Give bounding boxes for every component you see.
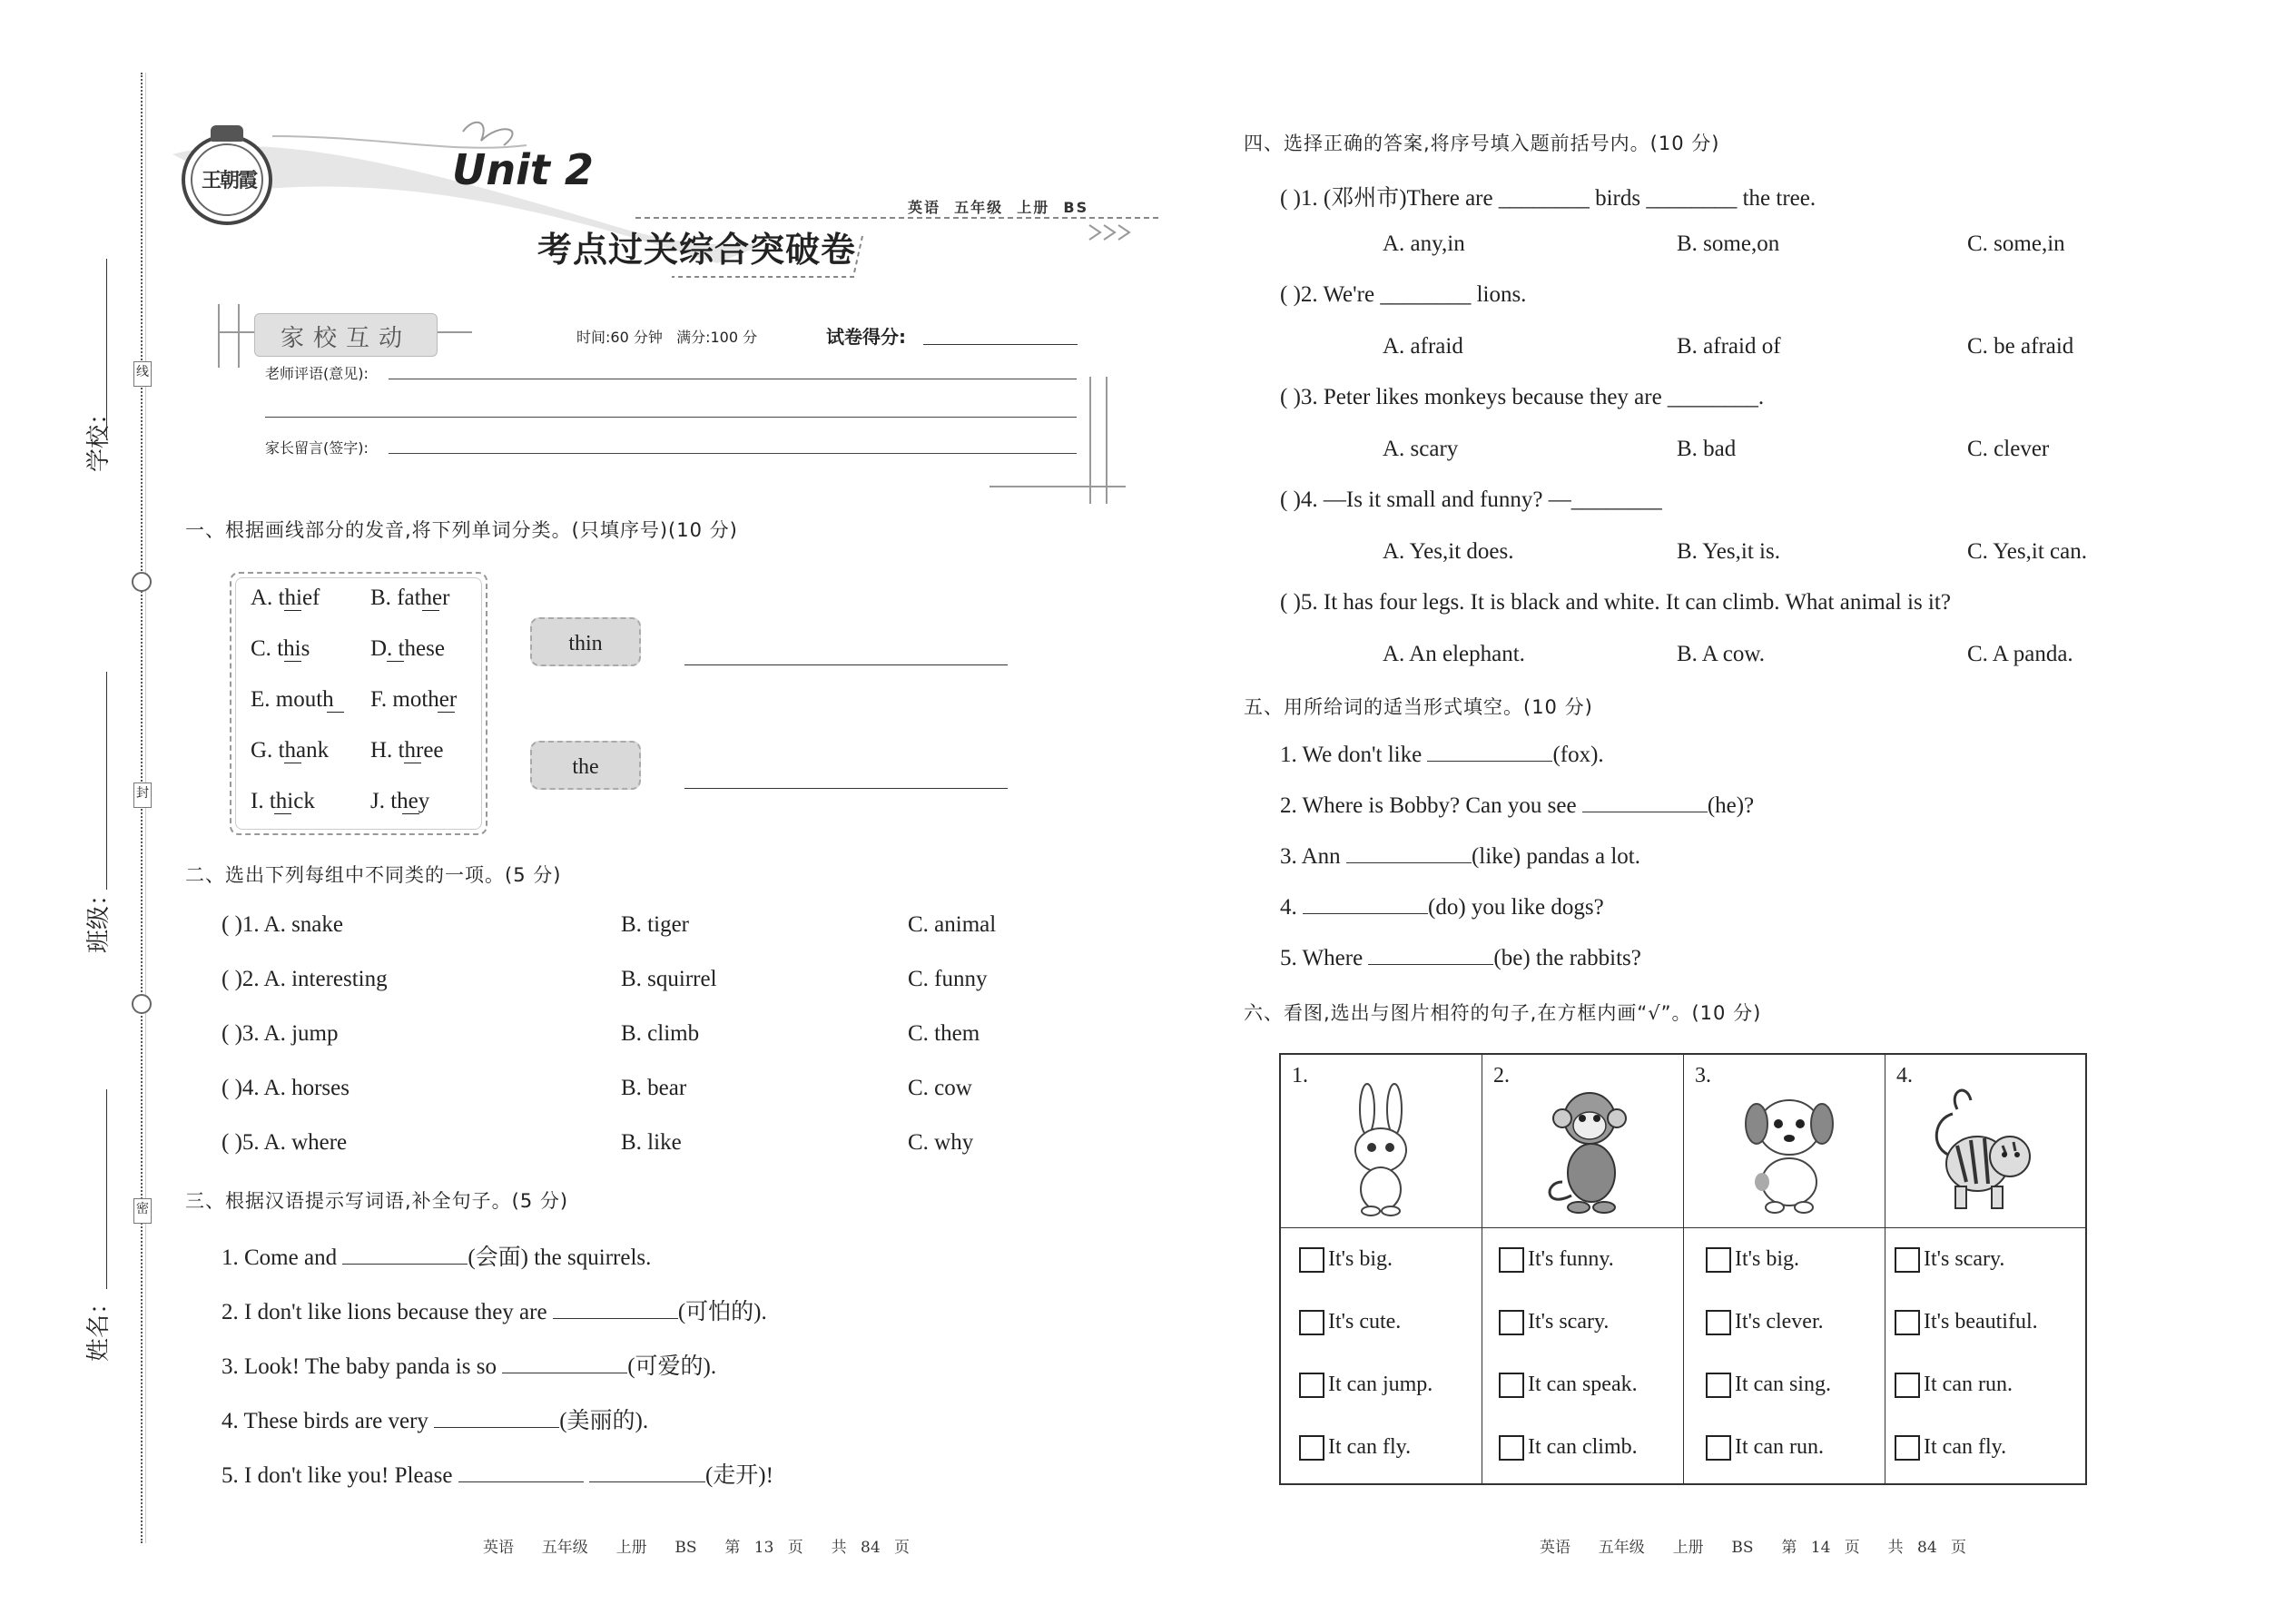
- sentence-end: (可怕的).: [677, 1300, 767, 1324]
- option-row: [1706, 1435, 1824, 1461]
- answer-blank[interactable]: [1368, 946, 1493, 965]
- sentence-start: 2. Where is Bobby? Can you see: [1280, 793, 1577, 818]
- answer-blank[interactable]: [1303, 895, 1428, 914]
- option-text: It's clever.: [1735, 1310, 1824, 1334]
- sound-pill-the: the: [530, 741, 641, 790]
- sentence-start: 3. Ann: [1280, 844, 1341, 869]
- sentence-end: (可爱的).: [627, 1354, 717, 1379]
- fill-sentence: [222, 1348, 716, 1381]
- teacher-comment-label: 老师评语(意见):: [265, 365, 369, 382]
- fill-sentence: [1280, 895, 1604, 920]
- mc-option-b: B. Yes,it is.: [1677, 539, 1780, 564]
- choice-option-c: C. cow: [908, 1076, 972, 1100]
- word-item: [251, 586, 320, 611]
- mc-option-a: A. An elephant.: [1383, 642, 1525, 666]
- answer-blank[interactable]: [1346, 844, 1472, 863]
- sentence-end: (he)?: [1707, 793, 1755, 818]
- checkbox[interactable]: [1706, 1247, 1731, 1273]
- sentence-start: 3. Look! The baby panda is so: [222, 1354, 497, 1379]
- option-text: It's beautiful.: [1924, 1310, 2038, 1334]
- option-text: It can fly.: [1924, 1435, 2007, 1459]
- sound-pill-thin: thin: [530, 617, 641, 666]
- sentence-end: (do) you like dogs?: [1428, 895, 1604, 920]
- checkbox[interactable]: [1499, 1373, 1524, 1398]
- th-underline: [284, 661, 301, 662]
- checkbox[interactable]: [1895, 1247, 1920, 1273]
- checkbox[interactable]: [1299, 1310, 1324, 1335]
- sentence-start: 1. Come and: [222, 1245, 338, 1270]
- option-text: It's scary.: [1924, 1247, 2005, 1271]
- home-school-left-bars: [218, 304, 240, 368]
- home-school-block: [218, 304, 1126, 513]
- option-text: It's cute.: [1328, 1310, 1402, 1334]
- choice-option-b: B. like: [621, 1130, 682, 1155]
- word-letter: C.: [251, 636, 271, 661]
- fill-sentence: [222, 1294, 767, 1326]
- option-row: [1499, 1435, 1638, 1461]
- answer-line-the[interactable]: [684, 788, 1008, 789]
- mc-option-a: A. scary: [1383, 437, 1459, 461]
- answer-blank[interactable]: [434, 1409, 559, 1428]
- checkbox[interactable]: [1299, 1247, 1324, 1273]
- mc-option-c: C. clever: [1967, 437, 2050, 461]
- word-item: [370, 636, 445, 662]
- picture-table: [1279, 1053, 2087, 1485]
- word-text: thank: [278, 738, 330, 763]
- school-field[interactable]: [106, 259, 107, 440]
- parent-comment-label: 家长留言(签字):: [265, 439, 369, 457]
- choice-option-b: B. tiger: [621, 912, 689, 937]
- word-item: [251, 636, 310, 662]
- mc-question: ( )1. (邓州市)There are ________ birds ________ the tree.: [1280, 186, 1816, 211]
- checkbox[interactable]: [1299, 1435, 1324, 1461]
- section2-title: 二、选出下列每组中不同类的一项。(5 分): [185, 864, 562, 886]
- checkbox[interactable]: [1706, 1435, 1731, 1461]
- checkbox[interactable]: [1895, 1310, 1920, 1335]
- sentence-start: 2. I don't like lions because they are: [222, 1300, 547, 1324]
- sentence-start: 5. I don't like you! Please: [222, 1463, 453, 1488]
- score-label: 试卷得分:: [826, 326, 906, 348]
- answer-blank[interactable]: [342, 1245, 468, 1265]
- cut-mark-3: 密: [133, 1198, 152, 1224]
- th-underline: [284, 610, 301, 611]
- word-text: they: [390, 789, 430, 813]
- parent-comment-field[interactable]: [389, 453, 1077, 454]
- word-item: [251, 789, 315, 814]
- picture-number: 3.: [1695, 1064, 1711, 1088]
- option-row: [1299, 1435, 1411, 1461]
- home-school-badge: [254, 313, 438, 357]
- name-label: 姓名：: [85, 1290, 113, 1362]
- choice-question: ( )5. A. where: [222, 1130, 348, 1155]
- unit-title: Unit 2: [452, 145, 594, 194]
- th-underline: [387, 661, 404, 662]
- sentence-start: 1. We don't like: [1280, 743, 1423, 767]
- class-field[interactable]: [106, 672, 107, 890]
- section1-title: 一、根据画线部分的发音,将下列单词分类。(只填序号)(10 分): [185, 519, 738, 541]
- word-letter: B.: [370, 586, 391, 610]
- class-label: 班级：: [85, 881, 113, 953]
- binding-dotted-line: [141, 73, 143, 1543]
- word-text: mouth: [275, 687, 334, 712]
- paper-subtitle: 考点过关综合突破卷: [537, 229, 857, 270]
- fill-sentence: [222, 1239, 651, 1272]
- word-text: mother: [392, 687, 458, 712]
- dog-icon: [1735, 1084, 1844, 1220]
- th-underline: [422, 610, 439, 611]
- word-item: [370, 687, 457, 713]
- option-row: [1499, 1373, 1638, 1398]
- word-text: three: [398, 738, 444, 763]
- footer-left: 英语 五年级 上册 BS 第 13 页 共 84 页: [483, 1539, 911, 1557]
- checkbox[interactable]: [1706, 1373, 1731, 1398]
- th-underline: [327, 712, 344, 713]
- answer-blank[interactable]: [1582, 793, 1708, 812]
- option-row: [1499, 1247, 1614, 1273]
- sentence-end: (走开)!: [704, 1463, 773, 1488]
- option-row: [1706, 1310, 1824, 1335]
- choice-option-b: B. squirrel: [621, 967, 717, 991]
- logo-crown: [211, 125, 243, 142]
- mc-option-b: B. bad: [1677, 437, 1737, 461]
- word-letter: I.: [251, 789, 264, 813]
- th-underline: [274, 813, 291, 814]
- choice-question: ( )3. A. jump: [222, 1021, 339, 1046]
- option-text: It can climb.: [1528, 1435, 1638, 1459]
- th-underline: [402, 813, 419, 814]
- teacher-comment-field-2[interactable]: [265, 417, 1077, 418]
- grade-tag: 英语 五年级 上册 BS: [908, 199, 1089, 216]
- sentence-start: 5. Where: [1280, 946, 1364, 970]
- choice-question: ( )1. A. snake: [222, 912, 343, 937]
- answer-blank[interactable]: [458, 1463, 584, 1482]
- choice-option-c: C. animal: [908, 912, 997, 937]
- word-letter: E.: [251, 687, 271, 712]
- checkbox[interactable]: [1895, 1373, 1920, 1398]
- fill-sentence: [1280, 793, 1754, 819]
- option-text: It's scary.: [1528, 1310, 1610, 1334]
- word-letter: G.: [251, 738, 273, 763]
- fill-sentence: [1280, 946, 1641, 971]
- table-divider-v: [1683, 1055, 1684, 1483]
- word-text: father: [397, 586, 450, 610]
- checkbox[interactable]: [1499, 1247, 1524, 1273]
- checkbox[interactable]: [1299, 1373, 1324, 1398]
- sentence-end: (会面) the squirrels.: [468, 1245, 652, 1270]
- publisher-logo: [182, 134, 272, 225]
- mc-option-b: B. some,on: [1677, 231, 1780, 256]
- word-item: [251, 738, 329, 763]
- picture-number: 1.: [1292, 1064, 1308, 1088]
- mc-option-b: B. A cow.: [1677, 642, 1765, 666]
- word-item: [370, 738, 444, 763]
- home-school-label: 家校互动: [280, 325, 411, 352]
- word-letter: J.: [370, 789, 385, 813]
- sentence-start: 4. These birds are very: [222, 1409, 428, 1433]
- choice-question: ( )2. A. interesting: [222, 967, 388, 991]
- fill-sentence: [222, 1403, 648, 1435]
- option-row: [1895, 1310, 2038, 1335]
- answer-blank[interactable]: [589, 1463, 705, 1482]
- picture-number: 4.: [1896, 1064, 1913, 1088]
- answer-blank[interactable]: [502, 1354, 627, 1373]
- mc-option-c: C. A panda.: [1967, 642, 2073, 666]
- mc-option-c: C. some,in: [1967, 231, 2065, 256]
- option-row: [1706, 1247, 1799, 1273]
- cut-mark-1: 线: [133, 361, 152, 387]
- word-text: these: [398, 636, 445, 661]
- time-info: 时间:60 分钟 满分:100 分: [576, 329, 758, 346]
- mc-question: ( )4. —Is it small and funny? —________: [1280, 487, 1662, 512]
- mc-question: ( )2. We're ________ lions.: [1280, 282, 1527, 307]
- checkbox[interactable]: [1499, 1435, 1524, 1461]
- checkbox[interactable]: [1706, 1310, 1731, 1335]
- option-text: It's funny.: [1528, 1247, 1614, 1271]
- word-item: [251, 687, 334, 713]
- choice-option-c: C. them: [908, 1021, 980, 1046]
- mc-question: ( )3. Peter likes monkeys because they are ________.: [1280, 385, 1765, 409]
- word-text: thick: [269, 789, 315, 813]
- option-text: It's big.: [1735, 1247, 1799, 1271]
- choice-option-b: B. climb: [621, 1021, 700, 1046]
- mc-option-b: B. afraid of: [1677, 334, 1781, 359]
- answer-line-thin[interactable]: [684, 664, 1008, 665]
- checkbox[interactable]: [1499, 1310, 1524, 1335]
- word-item: [370, 789, 429, 814]
- mc-option-a: A. afraid: [1383, 334, 1463, 359]
- sentence-end: (美丽的).: [559, 1409, 649, 1433]
- option-row: [1299, 1247, 1393, 1273]
- option-text: It's big.: [1328, 1247, 1393, 1271]
- mc-option-c: C. Yes,it can.: [1967, 539, 2087, 564]
- section4-title: 四、选择正确的答案,将序号填入题前括号内。(10 分): [1244, 133, 1720, 154]
- option-text: It can speak.: [1528, 1373, 1638, 1396]
- sentence-end: (fox).: [1552, 743, 1604, 767]
- binding-hole-1: [132, 572, 152, 592]
- option-row: [1499, 1310, 1609, 1335]
- option-row: [1895, 1247, 2004, 1273]
- option-text: It can fly.: [1328, 1435, 1412, 1459]
- answer-blank[interactable]: [1427, 743, 1552, 762]
- rabbit-icon: [1331, 1082, 1431, 1218]
- fill-sentence: [1280, 844, 1640, 870]
- binding-solid-line: [145, 73, 146, 1543]
- checkbox[interactable]: [1895, 1435, 1920, 1461]
- mc-option-c: C. be afraid: [1967, 334, 2074, 359]
- cut-mark-2: 封: [133, 782, 152, 808]
- score-field[interactable]: [923, 344, 1078, 345]
- mc-option-a: A. Yes,it does.: [1383, 539, 1514, 564]
- word-item: [370, 586, 449, 611]
- picture-number: 2.: [1493, 1064, 1510, 1088]
- choice-option-b: B. bear: [621, 1076, 687, 1100]
- binding-hole-2: [132, 994, 152, 1014]
- word-letter: A.: [251, 586, 273, 610]
- option-text: It can jump.: [1328, 1373, 1433, 1396]
- word-text: this: [277, 636, 310, 661]
- option-text: It can sing.: [1735, 1373, 1831, 1396]
- sentence-end: (like) pandas a lot.: [1471, 844, 1640, 869]
- fill-sentence: [222, 1457, 773, 1490]
- sentence-end: (be) the rabbits?: [1493, 946, 1641, 970]
- section5-title: 五、用所给词的适当形式填空。(10 分): [1244, 696, 1593, 718]
- word-letter: D.: [370, 636, 393, 661]
- name-field[interactable]: [106, 1089, 107, 1289]
- mc-question: ( )5. It has four legs. It is black and white. It can climb. What animal is it?: [1280, 590, 1951, 615]
- option-row: [1299, 1310, 1401, 1335]
- word-text: thief: [278, 586, 320, 610]
- option-text: It can run.: [1735, 1435, 1824, 1459]
- answer-blank[interactable]: [553, 1300, 678, 1319]
- option-row: [1895, 1435, 2006, 1461]
- monkey-icon: [1535, 1082, 1644, 1218]
- option-row: [1706, 1373, 1831, 1398]
- option-row: [1299, 1373, 1433, 1398]
- option-row: [1895, 1373, 2013, 1398]
- fill-sentence: [1280, 743, 1604, 768]
- mc-option-a: A. any,in: [1383, 231, 1465, 256]
- logo-text: 王朝霞: [201, 169, 256, 192]
- sentence-start: 4.: [1280, 895, 1297, 920]
- choice-option-c: C. why: [908, 1130, 974, 1155]
- option-text: It can run.: [1924, 1373, 2013, 1396]
- footer-right: 英语 五年级 上册 BS 第 14 页 共 84 页: [1540, 1539, 1967, 1557]
- section6-title: 六、看图,选出与图片相符的句子,在方框内画“√”。(10 分): [1244, 1002, 1762, 1024]
- word-letter: F.: [370, 687, 388, 712]
- th-underline: [438, 712, 455, 713]
- school-label: 学校：: [85, 400, 113, 472]
- section3-title: 三、根据汉语提示写词语,补全句子。(5 分): [185, 1190, 569, 1212]
- word-letter: H.: [370, 738, 393, 763]
- home-school-bottom-rule: [989, 486, 1126, 487]
- tiger-icon: [1921, 1082, 2048, 1218]
- home-school-right-bars: [1089, 377, 1108, 504]
- choice-option-c: C. funny: [908, 967, 988, 991]
- choice-question: ( )4. A. horses: [222, 1076, 350, 1100]
